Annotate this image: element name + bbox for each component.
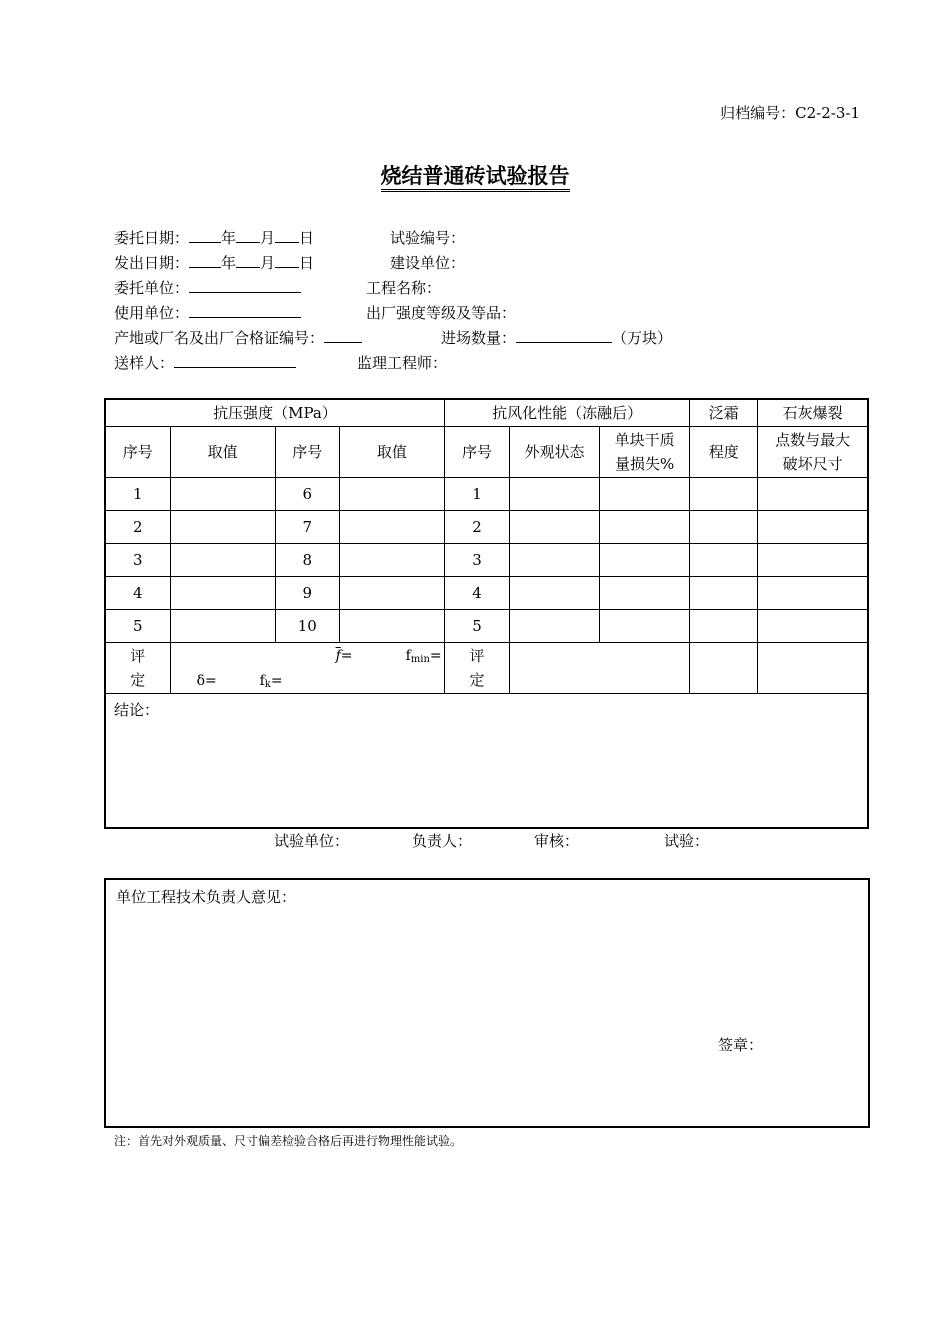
col-points	[758, 426, 868, 477]
degree-cell[interactable]	[690, 609, 758, 642]
commission-unit-field	[114, 277, 301, 298]
degree-cell[interactable]	[690, 477, 758, 510]
col-degree: 程度	[690, 426, 758, 477]
project-name-label: 工程名称：	[366, 279, 442, 297]
fk-sub: k	[264, 678, 271, 690]
page-title-text: 烧结普通砖试验报告	[381, 163, 570, 192]
fmin-sub: min	[410, 653, 430, 665]
origin-field	[114, 327, 362, 348]
seq-a: 5	[105, 609, 170, 642]
eval-char-2: 定	[469, 670, 485, 689]
quantity-label: 进场数量：	[441, 329, 517, 347]
loss-cell[interactable]	[600, 576, 690, 609]
seq-c: 2	[444, 510, 509, 543]
lime-evaluation[interactable]	[758, 642, 868, 693]
loss-cell[interactable]	[600, 477, 690, 510]
eval-char-2: 定	[130, 670, 146, 689]
evaluation-label	[444, 642, 509, 693]
col-seq: 序号	[105, 426, 170, 477]
compress-evaluation[interactable]	[170, 642, 444, 693]
appearance-cell[interactable]	[510, 510, 600, 543]
degree-cell[interactable]	[690, 576, 758, 609]
col-value: 取值	[170, 426, 275, 477]
page-title	[0, 160, 950, 190]
value-cell[interactable]	[339, 609, 444, 642]
col-mass-loss-line2: 量损失%	[615, 454, 675, 473]
conclusion-cell[interactable]	[105, 693, 868, 828]
eval-char-1: 评	[130, 646, 146, 665]
table-row	[105, 576, 868, 609]
grade-label: 出厂强度等级及等品：	[366, 304, 517, 322]
signoff-unit: 试验单位：	[274, 832, 350, 850]
opinion-sign: 签章：	[718, 1036, 764, 1054]
signoff-review: 审核：	[534, 832, 580, 850]
seq-b: 9	[275, 576, 339, 609]
appearance-cell[interactable]	[510, 543, 600, 576]
table-row	[105, 477, 868, 510]
header-weather: 抗风化性能（冻融后）	[444, 399, 689, 426]
origin-label: 产地或厂名及出厂合格证编号：	[114, 329, 325, 347]
value-cell[interactable]	[339, 477, 444, 510]
value-cell[interactable]	[170, 477, 275, 510]
day-label: 日	[299, 254, 315, 272]
col-seq: 序号	[275, 426, 339, 477]
seq-c: 3	[444, 543, 509, 576]
value-cell[interactable]	[339, 576, 444, 609]
table-row	[105, 543, 868, 576]
loss-cell[interactable]	[600, 609, 690, 642]
points-cell[interactable]	[758, 543, 868, 576]
efflor-evaluation[interactable]	[690, 642, 758, 693]
test-table	[104, 398, 869, 829]
seq-a: 3	[105, 543, 170, 576]
col-seq: 序号	[444, 426, 509, 477]
commission-date-label: 委托日期：	[114, 229, 190, 247]
degree-cell[interactable]	[690, 543, 758, 576]
sender-label: 送样人：	[114, 354, 175, 372]
opinion-title: 单位工程技术负责人意见：	[116, 888, 297, 906]
evaluation-row	[105, 642, 868, 693]
degree-cell[interactable]	[690, 510, 758, 543]
seq-c: 1	[444, 477, 509, 510]
archive-number: 归档编号：C2-2-3-1	[720, 104, 860, 122]
delta: δ=	[196, 672, 217, 689]
month-label: 月	[260, 229, 276, 247]
col-mass-loss-line1: 单块干质	[614, 430, 675, 449]
seq-a: 2	[105, 510, 170, 543]
eval-char-1: 评	[469, 646, 485, 665]
value-cell[interactable]	[170, 543, 275, 576]
col-mass-loss	[600, 426, 690, 477]
day-label: 日	[299, 229, 315, 247]
eq: =	[270, 672, 283, 689]
fk-f: f	[259, 672, 265, 689]
issue-date-label: 发出日期：	[114, 254, 190, 272]
use-unit-field	[114, 302, 301, 323]
points-cell[interactable]	[758, 510, 868, 543]
seq-c: 4	[444, 576, 509, 609]
footnote: 注：首先对外观质量、尺寸偏差检验合格后再进行物理性能试验。	[114, 1134, 463, 1148]
opinion-box[interactable]	[104, 878, 870, 1128]
value-cell[interactable]	[339, 510, 444, 543]
signoff-charge: 负责人：	[412, 832, 473, 850]
header-compress: 抗压强度（MPa）	[105, 399, 444, 426]
quantity-field	[441, 327, 672, 348]
f-k	[260, 669, 283, 697]
header-lime: 石灰爆裂	[758, 399, 868, 426]
seq-b: 10	[275, 609, 339, 642]
commission-date-field	[114, 227, 314, 248]
use-unit-label: 使用单位：	[114, 304, 190, 322]
value-cell[interactable]	[170, 510, 275, 543]
sender-field	[114, 352, 296, 373]
weather-evaluation[interactable]	[510, 642, 690, 693]
supervisor-label: 监理工程师：	[357, 354, 448, 372]
evaluation-label	[105, 642, 170, 693]
eq: =	[340, 647, 353, 664]
quantity-unit: （万块）	[612, 329, 673, 347]
seq-c: 5	[444, 609, 509, 642]
fmin-f: f	[405, 647, 411, 664]
signoff-test: 试验：	[664, 832, 710, 850]
f-min	[406, 644, 442, 672]
points-cell[interactable]	[758, 477, 868, 510]
build-unit-label: 建设单位：	[390, 254, 466, 272]
eq: =	[429, 647, 442, 664]
col-points-line1: 点数与最大	[775, 430, 851, 449]
appearance-cell[interactable]	[510, 477, 600, 510]
seq-a: 4	[105, 576, 170, 609]
points-cell[interactable]	[758, 576, 868, 609]
year-label: 年	[221, 229, 237, 247]
conclusion-label: 结论：	[114, 700, 160, 719]
table-row	[105, 609, 868, 642]
f-bar: $\overline{f}$	[335, 647, 341, 664]
header-efflorescence: 泛霜	[690, 399, 758, 426]
issue-date-field	[114, 252, 314, 273]
loss-cell[interactable]	[600, 510, 690, 543]
value-cell[interactable]	[170, 609, 275, 642]
value-cell[interactable]	[339, 543, 444, 576]
seq-a: 1	[105, 477, 170, 510]
year-label: 年	[221, 254, 237, 272]
col-value: 取值	[339, 426, 444, 477]
seq-b: 6	[275, 477, 339, 510]
seq-b: 7	[275, 510, 339, 543]
col-appearance: 外观状态	[510, 426, 600, 477]
appearance-cell[interactable]	[510, 609, 600, 642]
commission-unit-label: 委托单位：	[114, 279, 190, 297]
col-points-line2: 破坏尺寸	[782, 454, 843, 473]
points-cell[interactable]	[758, 609, 868, 642]
mean-f	[336, 644, 353, 668]
appearance-cell[interactable]	[510, 576, 600, 609]
seq-b: 8	[275, 543, 339, 576]
value-cell[interactable]	[170, 576, 275, 609]
test-no-label: 试验编号：	[390, 229, 466, 247]
month-label: 月	[260, 254, 276, 272]
loss-cell[interactable]	[600, 543, 690, 576]
table-row	[105, 510, 868, 543]
